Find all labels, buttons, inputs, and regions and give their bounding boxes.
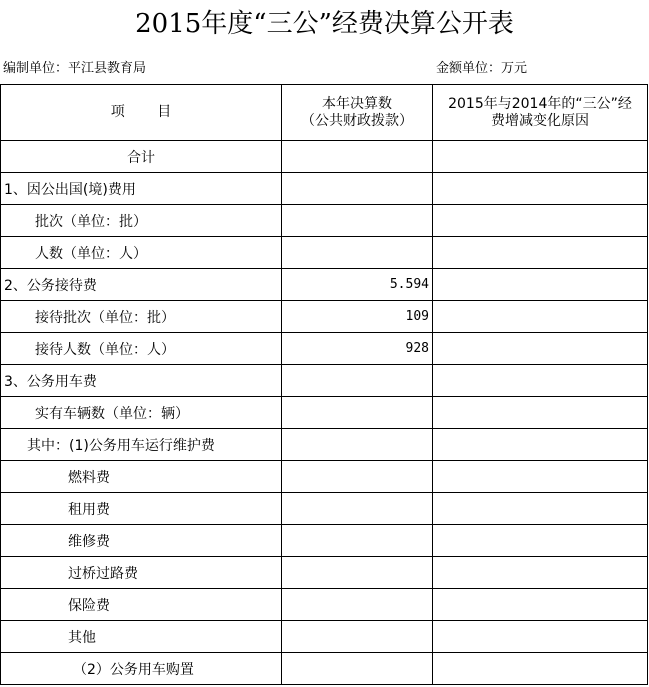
row-value [282, 205, 433, 237]
table-row [1, 397, 648, 429]
row-reason [433, 205, 648, 237]
row-value [282, 365, 433, 397]
row-reason [433, 589, 648, 621]
row-value [282, 429, 433, 461]
row-value [282, 653, 433, 685]
row-label: 1、因公出国(境)费用 [1, 173, 282, 205]
row-label: 合计 [1, 141, 282, 173]
table-row [1, 333, 648, 365]
header-item: 项 目 [1, 85, 282, 141]
header-amount-line2: （公共财政拨款） [301, 112, 413, 129]
row-value: 109 [282, 301, 433, 333]
row-label: 3、公务用车费 [1, 365, 282, 397]
row-value: 928 [282, 333, 433, 365]
row-value [282, 141, 433, 173]
row-label: 维修费 [1, 525, 282, 557]
row-reason [433, 237, 648, 269]
header-reason-line2: 费增减变化原因 [491, 112, 589, 129]
table-row [1, 205, 648, 237]
table-row [1, 301, 648, 333]
amount-unit-label: 金额单位：万元 [436, 61, 528, 76]
row-reason [433, 173, 648, 205]
row-label: 其中：(1)公务用车运行维护费 [1, 429, 282, 461]
row-label: 过桥过路费 [1, 557, 282, 589]
table-row [1, 237, 648, 269]
table-row [1, 461, 648, 493]
expense-table [0, 84, 648, 685]
header-amount-line1: 本年决算数 [322, 95, 392, 112]
table-row [1, 429, 648, 461]
header-reason-line1: 2015年与2014年的“三公”经 [448, 95, 632, 112]
row-reason [433, 365, 648, 397]
table-row [1, 493, 648, 525]
page-title: 2015年度“三公”经费决算公开表 [135, 9, 514, 39]
table-header-row [1, 85, 648, 141]
table-row [1, 589, 648, 621]
row-label: 其他 [1, 621, 282, 653]
table-row [1, 557, 648, 589]
row-reason [433, 493, 648, 525]
row-reason [433, 653, 648, 685]
row-label: 燃料费 [1, 461, 282, 493]
table-row [1, 365, 648, 397]
row-reason [433, 141, 648, 173]
row-reason [433, 397, 648, 429]
row-reason [433, 269, 648, 301]
row-value [282, 493, 433, 525]
row-reason [433, 525, 648, 557]
row-value [282, 397, 433, 429]
compiling-unit-label: 编制单位：平江县教育局 [3, 61, 147, 76]
table-row [1, 653, 648, 685]
row-value [282, 525, 433, 557]
header-reason [433, 85, 648, 141]
table-row [1, 269, 648, 301]
header-amount [282, 85, 433, 141]
row-label: 租用费 [1, 493, 282, 525]
row-value [282, 589, 433, 621]
row-reason [433, 429, 648, 461]
table-row [1, 173, 648, 205]
row-label: 接待批次（单位：批） [1, 301, 282, 333]
row-reason [433, 557, 648, 589]
row-value [282, 557, 433, 589]
table-row [1, 621, 648, 653]
row-label: 实有车辆数（单位：辆） [1, 397, 282, 429]
table-row [1, 525, 648, 557]
row-label: 保险费 [1, 589, 282, 621]
row-value [282, 621, 433, 653]
table-row [1, 141, 648, 173]
row-label: 接待人数（单位：人） [1, 333, 282, 365]
row-label: 批次（单位：批） [1, 205, 282, 237]
row-label: 2、公务接待费 [1, 269, 282, 301]
row-label: 人数（单位：人） [1, 237, 282, 269]
row-label: （2）公务用车购置 [1, 653, 282, 685]
row-value [282, 461, 433, 493]
row-value [282, 237, 433, 269]
row-reason [433, 301, 648, 333]
row-value: 5.594 [282, 269, 433, 301]
row-reason [433, 461, 648, 493]
row-reason [433, 333, 648, 365]
row-value [282, 173, 433, 205]
row-reason [433, 621, 648, 653]
